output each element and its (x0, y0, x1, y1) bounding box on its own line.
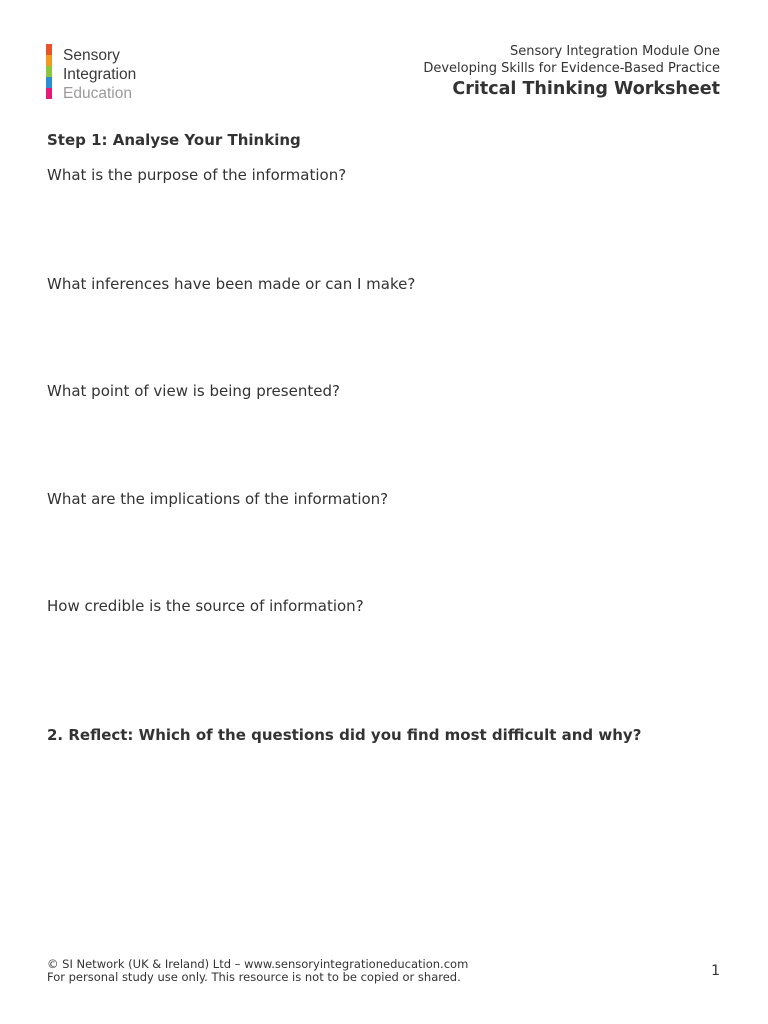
brand-logo (46, 44, 156, 100)
usage-notice: For personal study use only. This resource is not to be copied or shared. (47, 969, 461, 984)
question-credibility: How credible is the source of information? (47, 597, 364, 615)
step1-heading: Step 1: Analyse Your Thinking (47, 131, 301, 149)
page-number: 1 (711, 963, 720, 979)
logo-color-bar (46, 44, 52, 99)
module-name: Sensory Integration Module One (509, 44, 720, 59)
reflect-heading: 2. Reflect: Which of the questions did you find most difficult and why? (47, 726, 642, 744)
logo-bar-segment (46, 44, 52, 55)
logo-line-sensory: Sensory (63, 47, 120, 64)
question-point-of-view: What point of view is being presented? (47, 382, 340, 400)
logo-bar-segment (46, 88, 52, 99)
copyright-line: © SI Network (UK & Ireland) Ltd – www.sensoryintegrationeducation.com (47, 957, 469, 971)
question-implications: What are the implications of the information? (47, 490, 389, 508)
logo-bar-segment (46, 55, 52, 66)
footer (47, 958, 468, 983)
question-purpose: What is the purpose of the information? (47, 166, 347, 184)
logo-line-integration: Integration (63, 66, 137, 83)
logo-bar-segment (46, 66, 52, 77)
question-inferences: What inferences have been made or can I make? (47, 275, 416, 293)
document-header (423, 44, 720, 100)
document-title: Critcal Thinking Worksheet (452, 79, 720, 99)
logo-wordmark (63, 46, 136, 103)
course-name: Developing Skills for Evidence-Based Practice (423, 60, 720, 76)
logo-bar-segment (46, 77, 52, 88)
logo-line-education: Education (63, 85, 132, 102)
